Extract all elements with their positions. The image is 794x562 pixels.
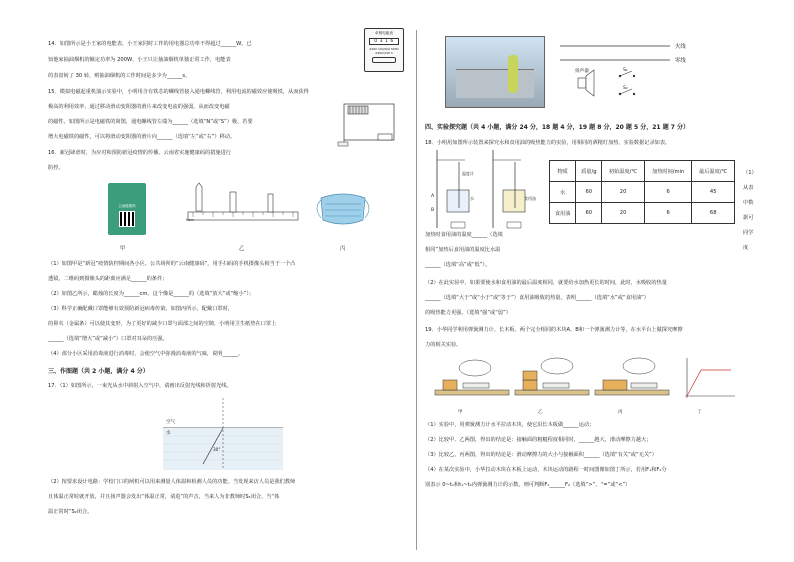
friction-label-bing: 丙 <box>618 410 623 415</box>
q19-sub-2: （2）比较甲、乙两图，得出的结论是：接触面的粗糙程度相同时，______越大，滑动摩擦力越大； <box>425 437 652 443</box>
q16-sub-1: （1）如图甲是“新冠”疫情防控期间各小区、公共场所的“云南健康码”，用手扫码的手机摄像头相当于一个凸 <box>48 261 296 267</box>
q19-sub-1: （1）实验中，用弹簧测力计水平拉动木块，使它沿长木板做______运动； <box>425 422 595 428</box>
q18-side-5: 同学 <box>743 230 754 236</box>
switch-s2-label: S₂ <box>623 86 628 91</box>
table-cell: 20 <box>602 182 645 203</box>
qr-code-icon <box>119 211 135 227</box>
table-cell: 水 <box>550 182 576 203</box>
right-column <box>425 0 770 562</box>
table-cell: 6 <box>644 182 692 203</box>
panel-bing <box>595 358 669 395</box>
left-column <box>48 0 408 562</box>
panel-jia <box>435 360 509 395</box>
q14-line-1: 14．如图所示是小王家的电能表，小王家同时工作的用电器总功率不得超过______W。已 <box>48 41 252 47</box>
angle-label: 30° <box>213 447 221 452</box>
q18-sub-3: ______（选填“高”或“低”）。 <box>425 262 491 268</box>
q16-line-2: 防控。 <box>48 165 64 171</box>
meter-spec-1: 220V 10(20)A 50Hz <box>369 47 399 51</box>
table-cell: 6 <box>644 203 692 224</box>
speaker-label: 扬声器 <box>575 69 589 74</box>
q18-sub-6: 的吸热能力更强。（选填“强”或“弱”） <box>425 310 511 316</box>
q15-line-1: 15．模拟电磁起重机演示实验中，小明用含有铁芯的螺线管接入通电螺线管，利用电流的磁效应使吸铁，从而获得 <box>48 89 309 95</box>
q18-side-6: 度 <box>743 245 749 251</box>
person-figure <box>508 55 518 93</box>
q15-line-4: 增大电磁铁的磁性，可以将滑动变阻器的滑片向______（选填“左”或“右”）移动。 <box>48 134 236 140</box>
panel-ding <box>685 358 735 398</box>
water-label-18: 水 <box>470 196 474 201</box>
heating-apparatus-diagram <box>429 150 541 230</box>
live-wire-label: 火线 <box>675 44 686 50</box>
label-B: B <box>431 208 435 213</box>
q17-line-1: 17．（1）如图所示，一束光从水中斜射入空气中。请画出反射光线和折射光线。 <box>48 383 232 389</box>
section-4-heading: 四、实验探究题（共 4 小题，满分 24 分，18 题 4 分，19 题 8 分，20 题 5 分，21 题 7 分） <box>425 124 690 131</box>
data-table <box>549 160 735 224</box>
meter-reading: 0 3 1 6 <box>369 38 399 45</box>
friction-experiment-diagram <box>435 356 745 406</box>
table-header: 物质 <box>550 161 576 182</box>
q18-sub-5: ______（选填“大于”或“小于”或“等于”）食用油吸收的热量。表明______（选填“水”或“食用油”） <box>425 295 650 301</box>
q16-sub-6: ______（选填“增大”或“减小”）口罩对耳朵的压强。 <box>48 336 168 342</box>
table-cell: 45 <box>692 182 735 203</box>
oil-label: 食用油 <box>524 196 536 201</box>
table-header: 最后温度/℃ <box>692 161 735 182</box>
health-code-figure <box>108 183 146 235</box>
column-divider <box>416 30 417 550</box>
figure-label-jia: 甲 <box>120 246 126 252</box>
water-label: 水 <box>166 431 171 436</box>
q16-sub-4: （3）科学正确配戴口罩能够有效预防新冠病毒传染。如图丙所示，配戴口罩时， <box>48 306 233 312</box>
q18-side-2: 从表 <box>743 185 754 191</box>
section-3-heading: 三、作图题（共 2 小题，满分 4 分） <box>48 368 149 375</box>
friction-label-jia: 甲 <box>458 410 463 415</box>
electromagnet-diagram <box>338 98 408 154</box>
ruler-zero-label: 0cm <box>186 218 194 222</box>
q18-sub-2: 相同”加热后食用油的温度比水温 <box>425 247 501 253</box>
figure-label-yi: 乙 <box>239 246 245 252</box>
table-header: 初始温度/℃ <box>602 161 645 182</box>
q17b-line-1: （2）按要求设计电路：学校门口的闸机可以用来测量人体温和检测人员的功能。当发现来访人员是我们教师 <box>48 479 296 485</box>
table-cell: 食用油 <box>550 203 576 224</box>
q16-sub-3: （2）如图乙所示，蜡烛的长度为______cm，这个像是______的（选填“放大”或“缩小”）； <box>48 291 255 297</box>
switch-s1-label: S₁ <box>623 68 628 73</box>
table-row <box>550 182 735 203</box>
friction-label-yi: 乙 <box>538 410 543 415</box>
thermometer-label: 温度计 <box>462 171 474 176</box>
circuit-diagram <box>560 40 740 110</box>
table-cell: 68 <box>692 203 735 224</box>
q14-line-2: 知他家抽油烟机的额定功率为 200W，小王只让抽油烟机单独正常工作，电能表 <box>48 57 231 63</box>
table-header: 加热时间/min <box>644 161 692 182</box>
neutral-wire-label: 零线 <box>675 58 686 64</box>
q19-sub-4: （4）在某次实验中，小华拉动木块在木板上运动，木块运动的路程一时间图像如图丁所示，若用F₁和F₂分 <box>425 467 667 473</box>
meter-disc <box>372 57 396 63</box>
table-row <box>550 203 735 224</box>
q15-line-3: 的磁性，如图所示是电磁铁的简图，通电螺线管左端为______（选填“N”或“S”）极，若要 <box>48 119 253 125</box>
q18-side-1: （1） <box>743 170 757 176</box>
gate-photo <box>445 36 545 108</box>
q18-side-3: 中数 <box>743 200 754 206</box>
meter-title: 单相电能表 <box>375 31 393 35</box>
q18-line-1: 18．小明用如图所示装置来探究水和食用油的吸热能力的实验，用相同的酒精灯加热，实验数据记录如表。 <box>425 140 671 146</box>
meter-spec-2: 2400r/kW·h <box>375 51 393 55</box>
q16-line-1: 16．新冠肆虐时，为应对和预防新冠疫情的传播，云南省实施健康码的措施进行 <box>48 150 231 156</box>
table-header-row <box>550 161 735 182</box>
q16-sub-2: 透镜，二维码到摄像头的距离应满足______的条件； <box>48 276 168 282</box>
q19-sub-3: （3）比较乙、丙两图，得出的结论是：滑动摩擦力的大小与接触面积______（选填“有关”或“无关”） <box>425 452 657 458</box>
q19-line-1: 19．小华同学利用弹簧测力计、长木板、两个完全相同的木块A、B和一个弹簧测力计等，在水平台上做探究摩擦 <box>425 327 683 333</box>
electric-meter-figure <box>364 28 404 72</box>
q15-line-2: 极高的利用效率，通过移动滑动变阻器的滑片来改变电流的强弱，从而改变电磁 <box>48 104 230 110</box>
table-cell: 20 <box>602 203 645 224</box>
q14-line-3: 的表盘转了 30 转，则抽油烟机的工作时间是多少为______s。 <box>48 73 191 79</box>
panel-yi <box>515 358 589 395</box>
table-header: 质量/g <box>576 161 602 182</box>
table-cell: 60 <box>576 203 602 224</box>
q18-sub-4: （2）在此实验中，如果要使水和食用油的最后温度相同，就要给水加热更长的时间，此时，水吸收的热量 <box>425 280 667 286</box>
q19-line-2: 力的相关实验。 <box>425 342 462 348</box>
q18-sub-1: 加热时食用油的温度______（选填 <box>425 232 503 238</box>
friction-label-ding: 丁 <box>697 410 702 415</box>
q16-sub-7: （4）部分小区采用消毒液进行消毒时，会使空气中弥漫消毒液的气味，说明______。 <box>48 351 244 357</box>
face-mask-figure <box>313 190 373 230</box>
air-label: 空气 <box>166 420 176 425</box>
candle-ruler-figure <box>168 182 328 232</box>
q18-side-4: 据可 <box>743 215 754 221</box>
q17b-line-3: 温正常时”S₂闭合。 <box>48 509 93 515</box>
health-code-title: 云南健康码 <box>118 204 136 208</box>
figure-label-bing: 丙 <box>340 246 346 252</box>
q17b-line-2: 且体温正常时就开放，并且扬声器会发出“体温正常，请进”的声音，当来人为非教师时S₁闭合。当“体 <box>48 494 280 500</box>
table-cell: 60 <box>576 182 602 203</box>
refraction-diagram <box>163 398 283 470</box>
label-A: A <box>431 194 435 199</box>
q19-sub-5: 别表示 0~t₁和t₁~t₂内弹簧测力计的示数，则可判断F₁______F₂（选填“>”、“=”或“<”） <box>425 482 631 488</box>
q16-sub-5: 的鼻夹（金属条）可以使其变形，为了更好的减少口罩与面部之间的空隙，小明用卫生纸垫在口罩上 <box>48 321 277 327</box>
